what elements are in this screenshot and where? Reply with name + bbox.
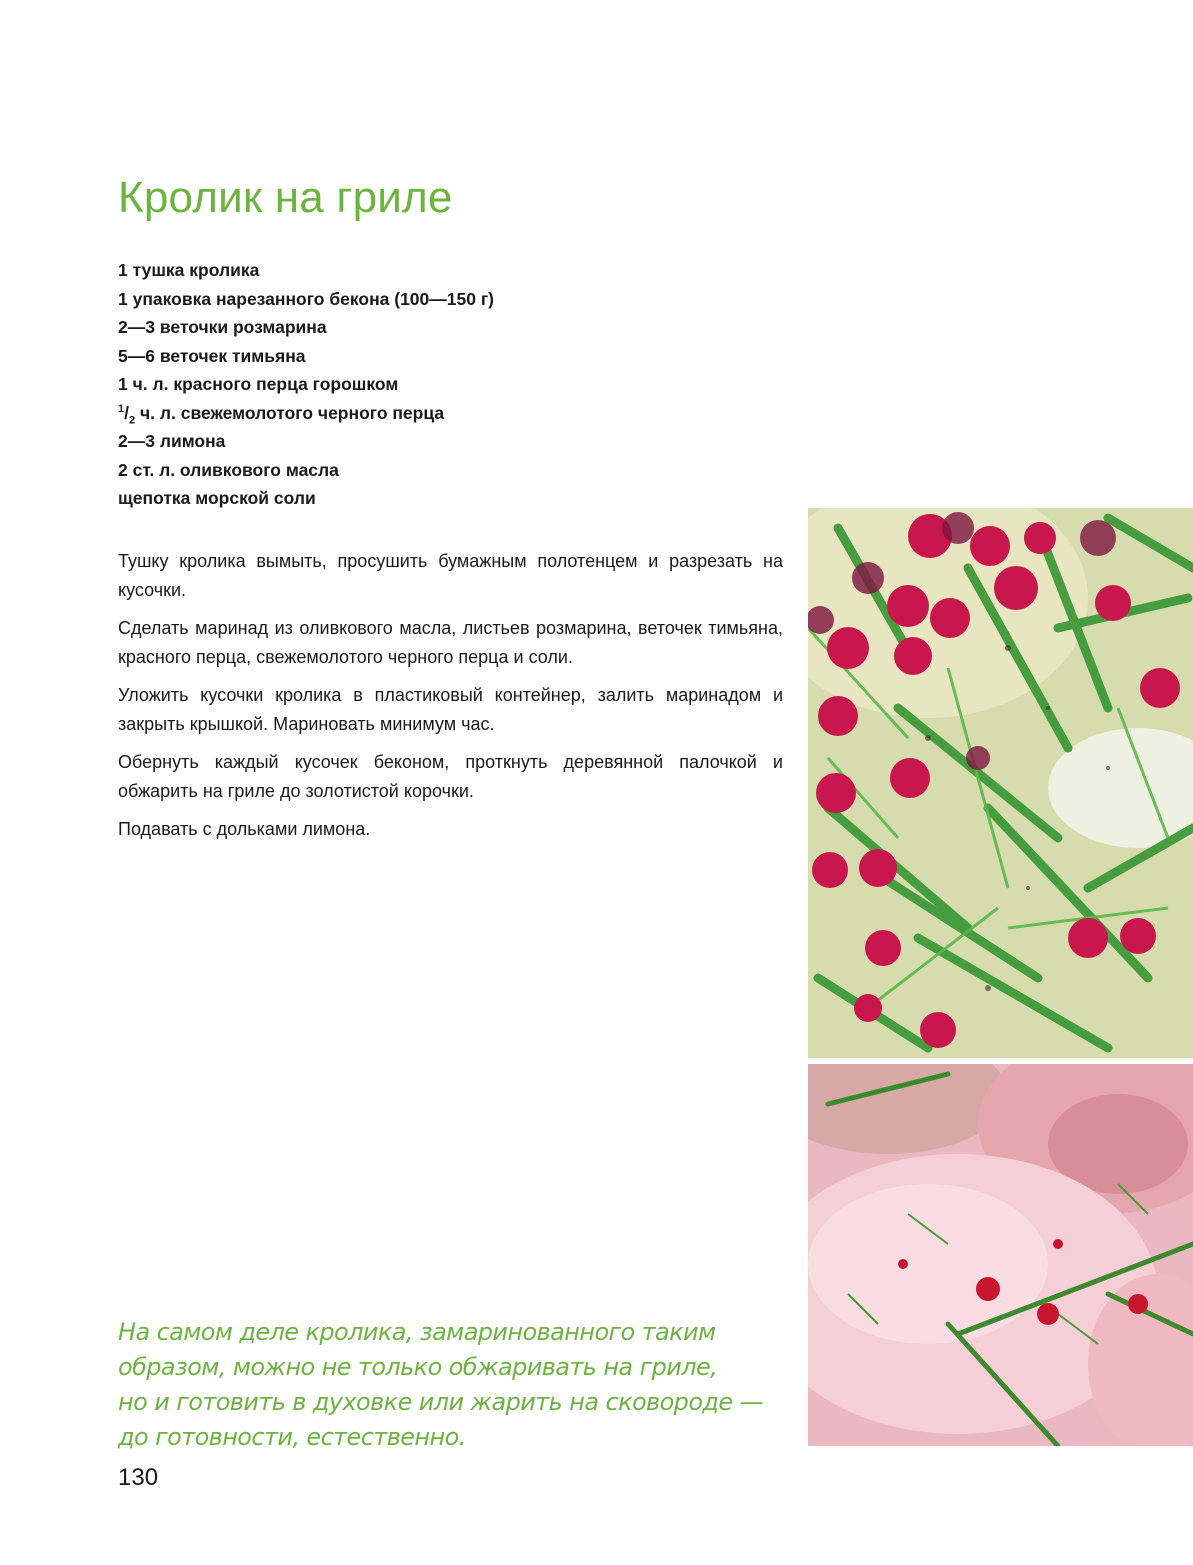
ingredient-item-fraction bbox=[118, 399, 758, 428]
tip-line: образом, можно не только обжаривать на гриле, bbox=[118, 1353, 718, 1381]
step-paragraph: Подавать с дольками лимона. bbox=[118, 819, 371, 839]
ingredient-text: ч. л. свежемолотого черного перца bbox=[140, 402, 445, 423]
recipe-title: Кролик на гриле bbox=[118, 173, 453, 222]
ingredient-item: 2—3 лимона bbox=[118, 431, 226, 451]
step-paragraph: Сделать маринад из оливкового масла, листьев розмарина, веточек тимьяна, красного перца, свежемолотого черного перца и соли. bbox=[118, 618, 783, 667]
ingredient-item: 1 ч. л. красного перца горошком bbox=[118, 374, 399, 394]
cooking-tip bbox=[118, 1315, 798, 1455]
fraction: $^1/_2$ bbox=[118, 402, 136, 426]
page-number: 130 bbox=[118, 1464, 159, 1491]
tip-line: но и готовить в духовке или жарить на сковороде — bbox=[118, 1388, 763, 1416]
ingredient-item: 2—3 веточки розмарина bbox=[118, 317, 327, 337]
step-paragraph: Уложить кусочки кролика в пластиковый контейнер, залить маринадом и закрыть крышкой. Мариновать минимум час. bbox=[118, 685, 783, 734]
step-paragraph: Тушку кролика вымыть, просушить бумажным полотенцем и разрезать на кусочки. bbox=[118, 551, 783, 600]
tip-line: На самом деле кролика, замаринованного таким bbox=[118, 1318, 716, 1346]
fraction-denominator: 2 bbox=[129, 414, 136, 426]
fraction-numerator: 1 bbox=[118, 402, 125, 415]
tip-line: до готовности, естественно. bbox=[118, 1423, 466, 1451]
preparation-steps bbox=[118, 547, 783, 853]
ingredient-item: 2 ст. л. оливкового масла bbox=[118, 459, 339, 480]
step-paragraph: Обернуть каждый кусочек беконом, проткнуть деревянной палочкой и обжарить на гриле до золотистой корочки. bbox=[118, 752, 783, 801]
herbs-peppercorns-photo bbox=[808, 508, 1193, 1058]
ingredients-list bbox=[118, 256, 758, 513]
ingredient-item: щепотка морской соли bbox=[118, 488, 316, 508]
ingredient-item: 1 тушка кролика bbox=[118, 260, 260, 280]
ingredient-item: 1 упаковка нарезанного бекона (100—150 г) bbox=[118, 288, 494, 309]
ingredient-item: 5—6 веточек тимьяна bbox=[118, 345, 306, 366]
marinated-rabbit-photo bbox=[808, 1064, 1193, 1446]
